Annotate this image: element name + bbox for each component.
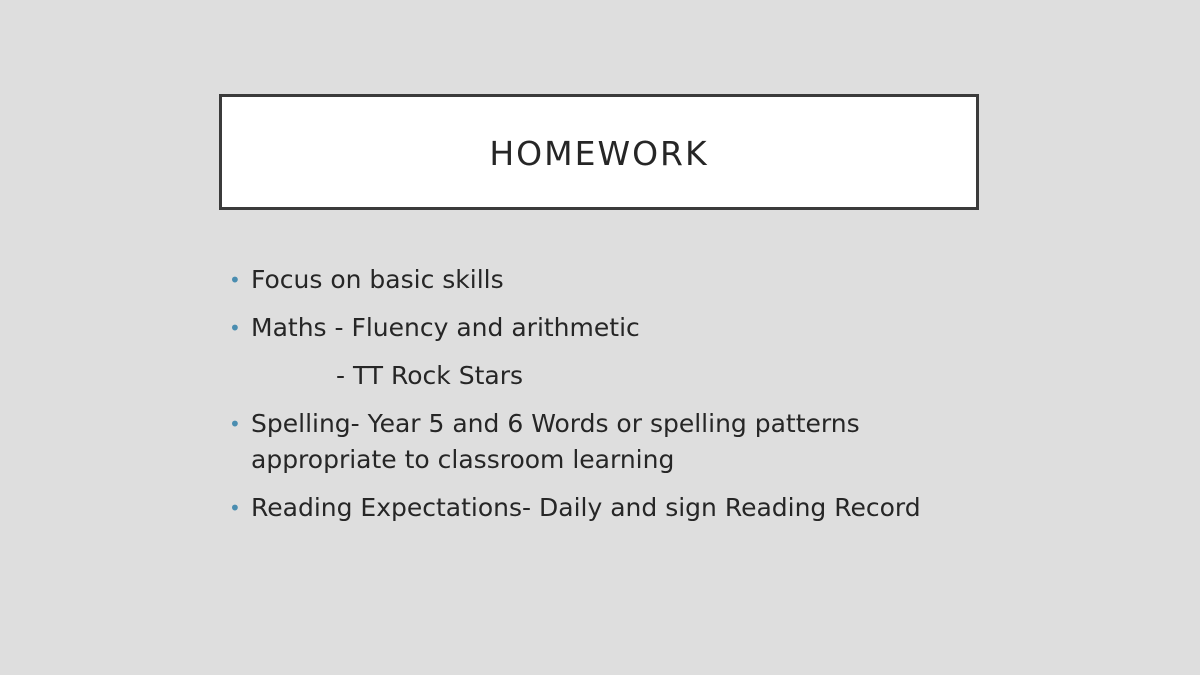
list-item-text: Maths - Fluency and arithmetic [251, 313, 640, 342]
sub-list-item-text: - TT Rock Stars [336, 361, 524, 390]
slide-title: HOMEWORK [489, 133, 709, 173]
bullet-icon: • [229, 412, 241, 436]
list-item [229, 262, 929, 298]
bullet-icon: • [229, 316, 241, 340]
sub-list-item [229, 358, 929, 394]
bullet-list [229, 262, 929, 538]
bullet-icon: • [229, 268, 241, 292]
list-item [229, 310, 929, 346]
list-item [229, 490, 929, 526]
list-item-text: Focus on basic skills [251, 265, 504, 294]
bullet-icon: • [229, 496, 241, 520]
list-item-text: Reading Expectations- Daily and sign Reading Record [251, 493, 921, 522]
list-item [229, 406, 891, 478]
slide-title-box [219, 94, 979, 210]
list-item-text: Spelling- Year 5 and 6 Words or spelling patterns appropriate to classroom learning [251, 409, 860, 474]
